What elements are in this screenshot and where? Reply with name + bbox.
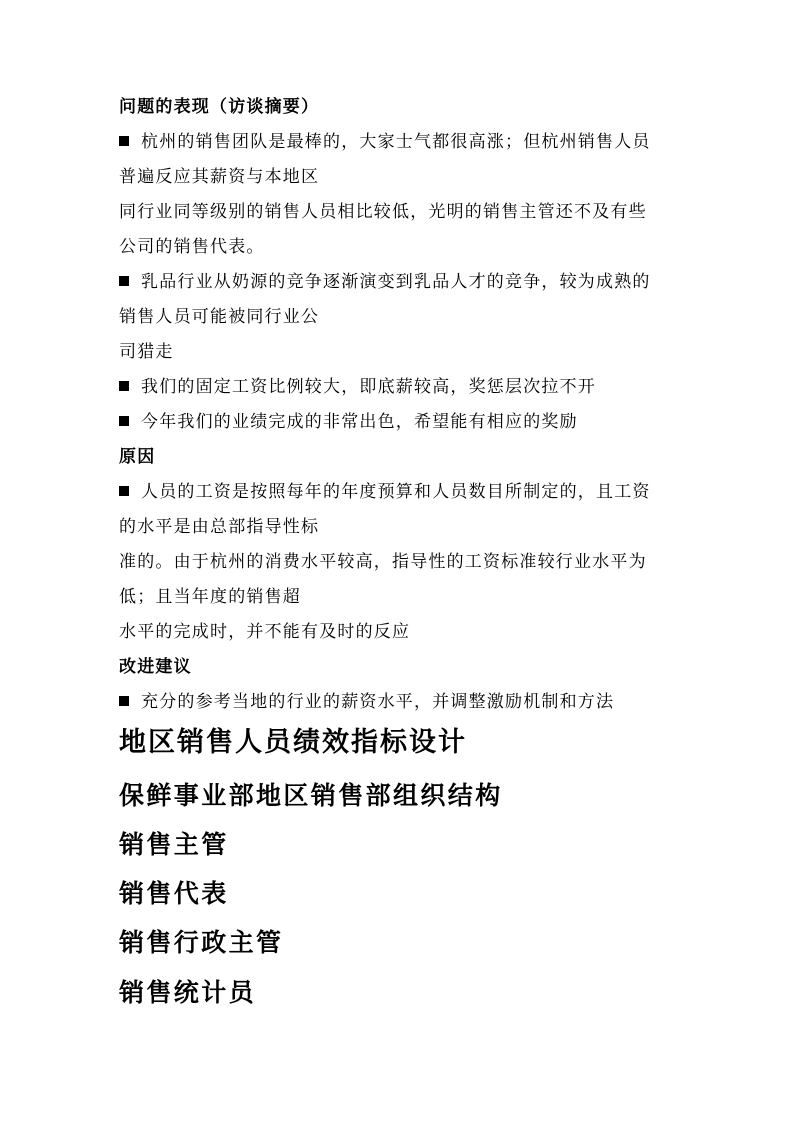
- role-title-sales-admin-supervisor: 销售行政主管: [119, 928, 284, 957]
- text-line: 司猎走: [119, 342, 174, 362]
- bullet-square-icon: [119, 381, 129, 391]
- role-title-sales-statistician: 销售统计员: [119, 978, 257, 1007]
- role-title-sales-supervisor: 销售主管: [119, 830, 229, 859]
- section-heading-reasons: 原因: [119, 447, 156, 467]
- section-heading-problems: 问题的表现（访谈摘要）: [119, 97, 320, 117]
- text-line: 准的。由于杭州的消费水平较高，指导性的工资标准较行业水平为: [119, 552, 647, 572]
- bullet-text: 乳品行业从奶源的竞争逐渐演变到乳品人才的竞争，较为成熟的: [141, 272, 651, 292]
- text-line: 同行业同等级别的销售人员相比较低，光明的销售主管还不及有些: [119, 202, 647, 222]
- text-line: 低；且当年度的销售超: [119, 587, 301, 607]
- bullet-square-icon: [119, 416, 129, 426]
- bullet-square-icon: [119, 486, 129, 496]
- section-heading-suggestions: 改进建议: [119, 657, 192, 677]
- bullet-text: 今年我们的业绩完成的非常出色，希望能有相应的奖励: [141, 412, 578, 432]
- bullet-text: 充分的参考当地的行业的薪资水平，并调整激励机制和方法: [141, 692, 615, 712]
- text-line: 公司的销售代表。: [119, 237, 265, 257]
- bullet-square-icon: [119, 696, 129, 706]
- main-title: 地区销售人员绩效指标设计: [119, 727, 467, 758]
- text-line: 普遍反应其薪资与本地区: [119, 167, 320, 187]
- bullet-item: [119, 271, 689, 293]
- text-line: 水平的完成时，并不能有及时的反应: [119, 622, 411, 642]
- bullet-square-icon: [119, 276, 129, 286]
- bullet-text: 杭州的销售团队是最棒的，大家士气都很高涨；但杭州销售人员: [141, 132, 651, 152]
- role-title-sales-representative: 销售代表: [119, 879, 229, 908]
- bullet-item: [119, 691, 689, 713]
- bullet-item: [119, 131, 689, 153]
- bullet-text: 人员的工资是按照每年的年度预算和人员数目所制定的，且工资: [141, 482, 651, 502]
- bullet-square-icon: [119, 136, 129, 146]
- bullet-item: [119, 411, 689, 433]
- bullet-text: 我们的固定工资比例较大，即底薪较高，奖惩层次拉不开: [141, 377, 596, 397]
- bullet-item: [119, 376, 689, 398]
- org-structure-title: 保鲜事业部地区销售部组织结构: [119, 781, 503, 810]
- bullet-item: [119, 481, 689, 503]
- text-line: 的水平是由总部指导性标: [119, 517, 320, 537]
- text-line: 销售人员可能被同行业公: [119, 307, 320, 327]
